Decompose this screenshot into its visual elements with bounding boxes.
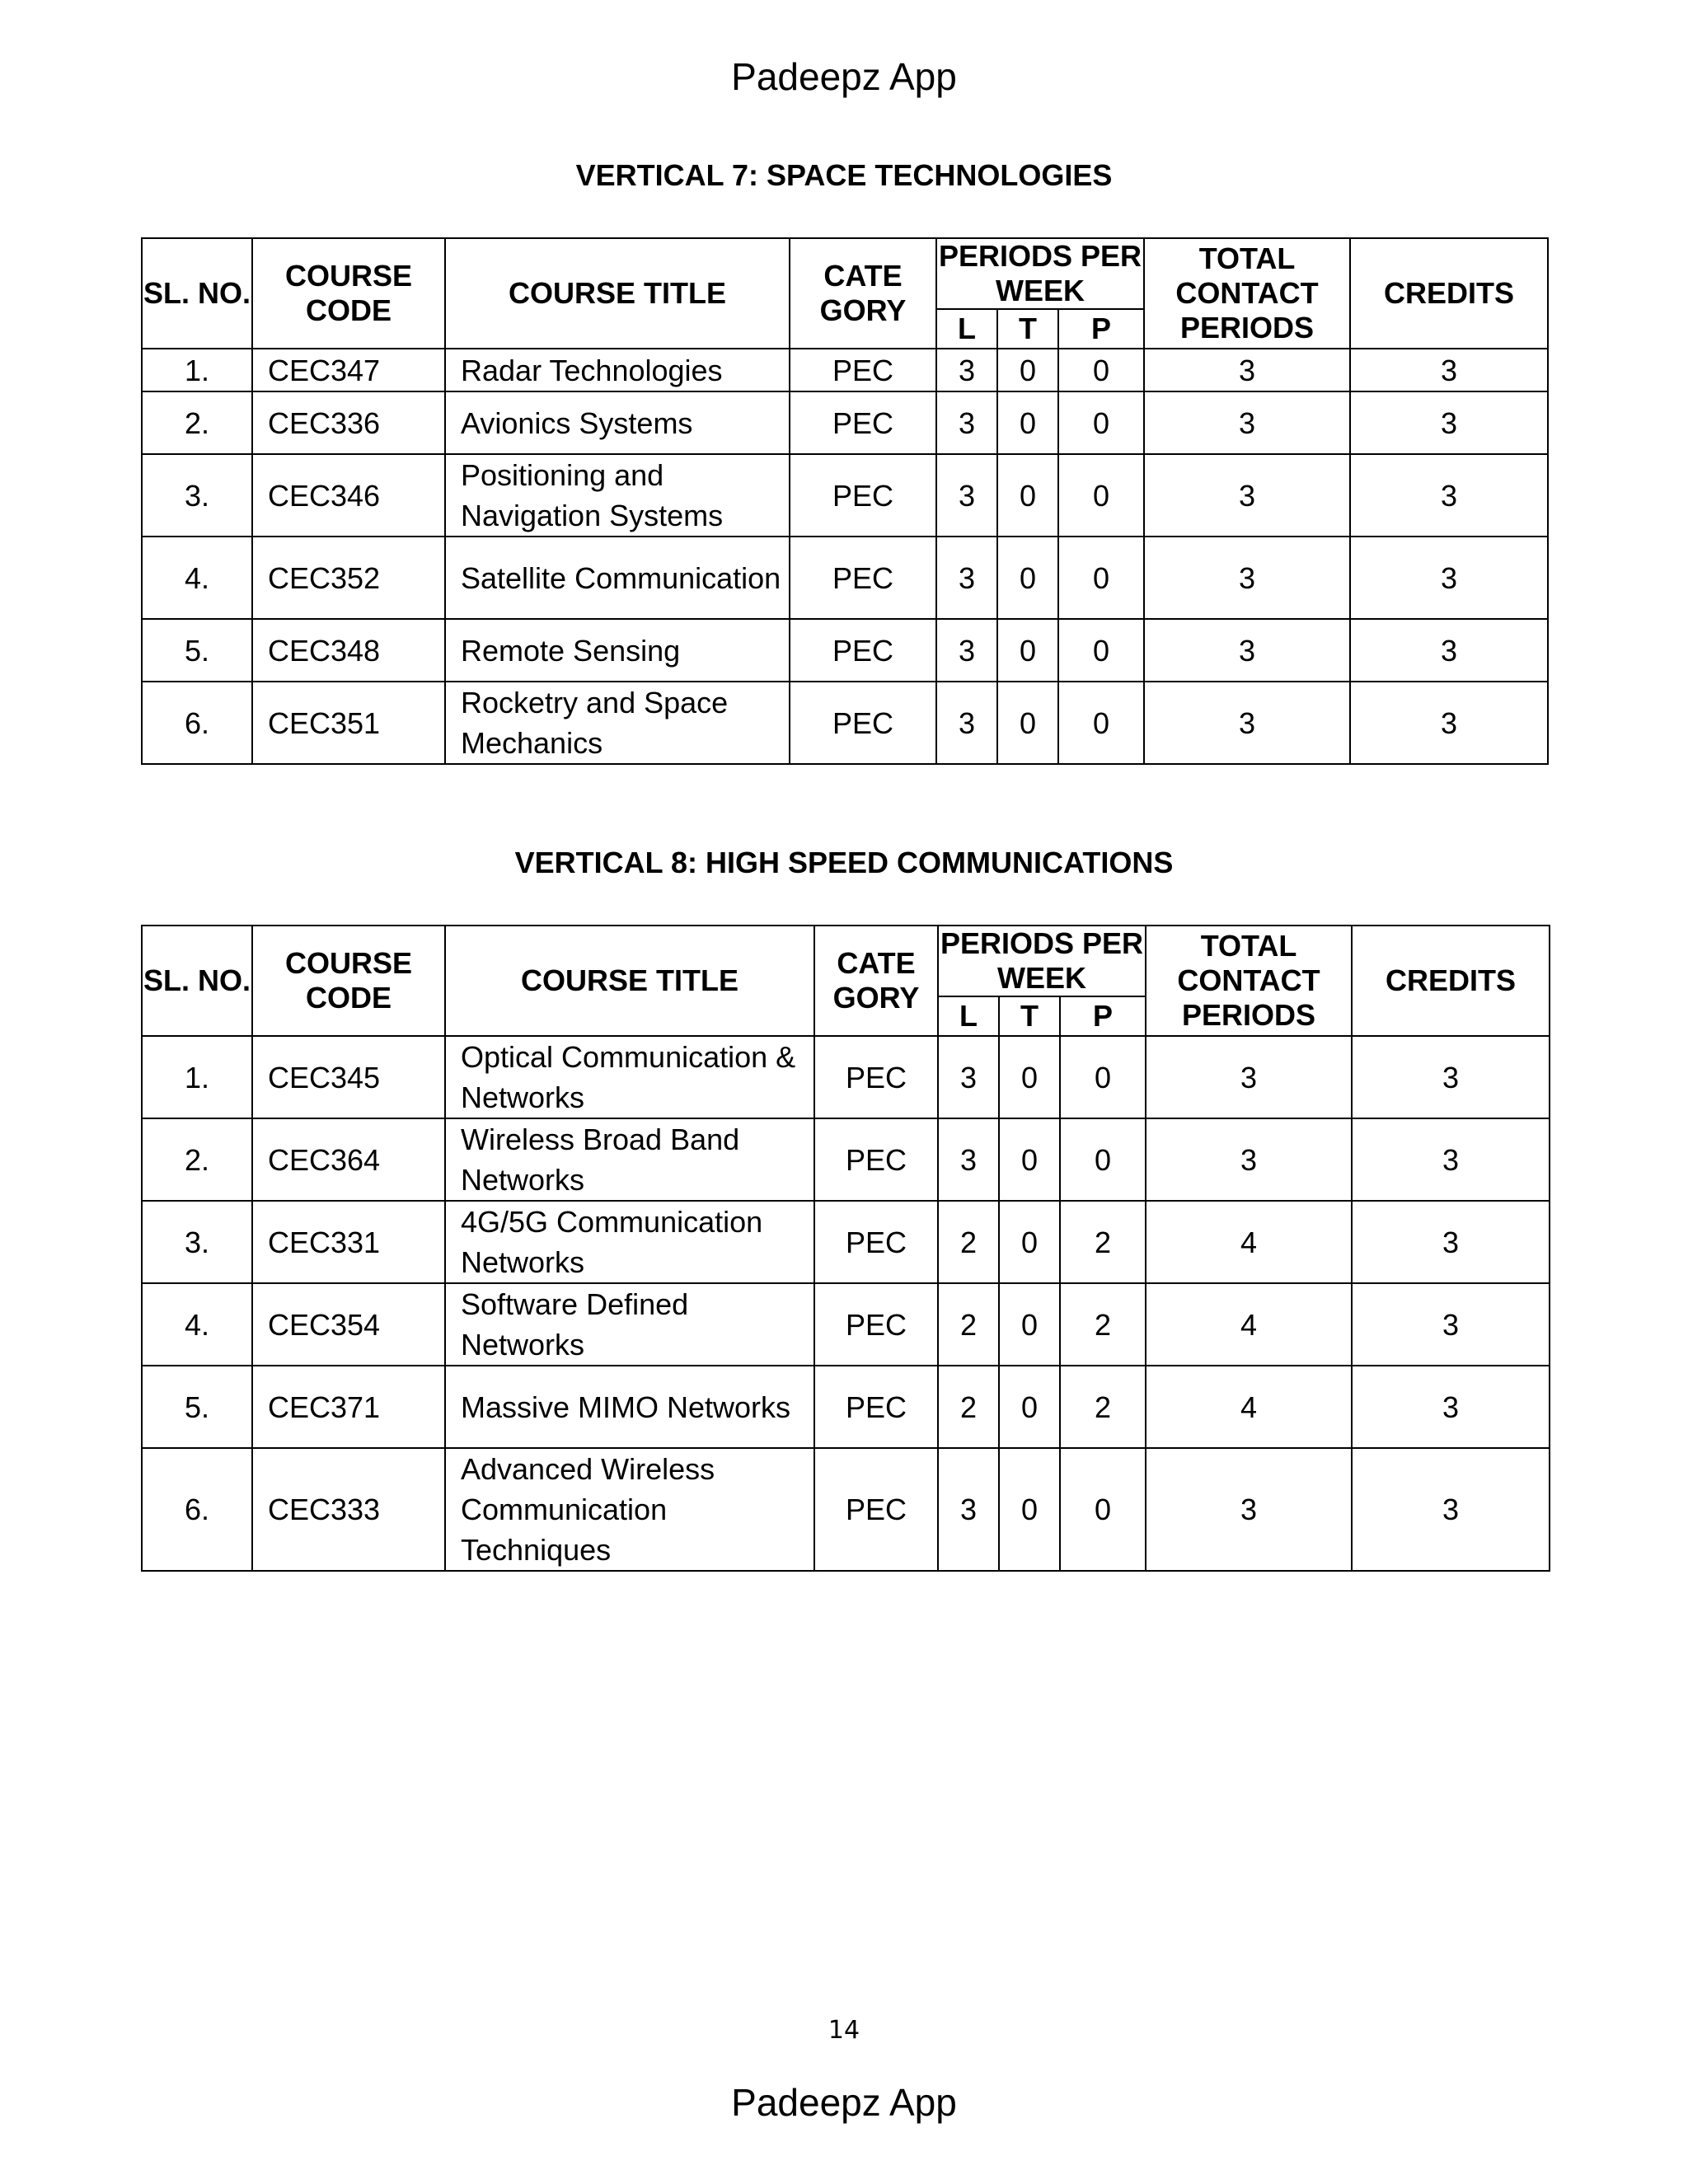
section-title-vertical-8: VERTICAL 8: HIGH SPEED COMMUNICATIONS [514,846,1174,879]
cell-course-code: CEC333 [252,1448,445,1571]
header-p: P [1060,996,1146,1036]
cell-sl-no: 4. [142,537,252,619]
cell-course-title: Optical Communication & Networks [445,1036,814,1118]
cell-sl-no: 2. [142,1118,252,1201]
cell-category: PEC [790,682,936,764]
table-row [142,619,1548,682]
cell-credits: 3 [1350,349,1548,391]
cell-l: 3 [936,454,997,537]
cell-credits: 3 [1352,1036,1550,1118]
cell-p: 2 [1060,1283,1146,1366]
header-category: CATE GORY [814,926,938,1036]
cell-sl-no: 1. [142,349,252,391]
cell-credits: 3 [1352,1366,1550,1448]
cell-course-title: Positioning and Navigation Systems [445,454,790,537]
cell-t: 0 [997,454,1058,537]
cell-course-title: Rocketry and Space Mechanics [445,682,790,764]
cell-t: 0 [997,619,1058,682]
table-body [142,349,1548,764]
cell-p: 0 [1060,1448,1146,1571]
cell-credits: 3 [1350,537,1548,619]
cell-p: 0 [1058,537,1144,619]
cell-course-code: CEC347 [252,349,445,391]
header-course-title: COURSE TITLE [445,926,814,1036]
cell-category: PEC [790,619,936,682]
cell-sl-no: 5. [142,1366,252,1448]
cell-l: 3 [938,1036,999,1118]
header-t: T [997,309,1058,349]
cell-total-contact-periods: 4 [1146,1366,1352,1448]
cell-total-contact-periods: 3 [1146,1448,1352,1571]
cell-course-code: CEC331 [252,1201,445,1283]
cell-l: 3 [936,349,997,391]
cell-course-title: Software Defined Networks [445,1283,814,1366]
cell-category: PEC [814,1201,938,1283]
cell-course-code: CEC346 [252,454,445,537]
cell-category: PEC [790,537,936,619]
header-l: L [936,309,997,349]
header-total-contact-periods: TOTAL CONTACT PERIODS [1146,926,1352,1036]
cell-credits: 3 [1350,619,1548,682]
header-category: CATE GORY [790,238,936,349]
cell-total-contact-periods: 3 [1144,454,1350,537]
cell-t: 0 [999,1448,1060,1571]
header-total-contact-periods: TOTAL CONTACT PERIODS [1144,238,1350,349]
table-row [142,349,1548,391]
cell-total-contact-periods: 3 [1144,391,1350,454]
cell-total-contact-periods: 3 [1146,1118,1352,1201]
cell-sl-no: 3. [142,1201,252,1283]
cell-l: 3 [936,682,997,764]
header-course-code: COURSE CODE [252,926,445,1036]
cell-course-code: CEC354 [252,1283,445,1366]
table-row [142,682,1548,764]
cell-course-code: CEC345 [252,1036,445,1118]
header-periods-per-week: PERIODS PER WEEK [938,926,1146,996]
watermark-bottom: Padeepz App [731,2081,957,2124]
section-title-vertical-7: VERTICAL 7: SPACE TECHNOLOGIES [575,158,1113,192]
cell-course-title: Satellite Communication [445,537,790,619]
cell-l: 2 [938,1201,999,1283]
cell-category: PEC [814,1036,938,1118]
cell-total-contact-periods: 3 [1146,1036,1352,1118]
cell-p: 0 [1058,682,1144,764]
header-p: P [1058,309,1144,349]
page-number: 14 [828,2016,860,2045]
cell-l: 2 [938,1366,999,1448]
cell-total-contact-periods: 4 [1146,1283,1352,1366]
cell-course-title: Wireless Broad Band Networks [445,1118,814,1201]
cell-p: 0 [1058,619,1144,682]
header-sl-no: SL. NO. [142,238,252,349]
cell-course-title: Remote Sensing [445,619,790,682]
cell-category: PEC [814,1448,938,1571]
cell-t: 0 [999,1366,1060,1448]
cell-category: PEC [814,1283,938,1366]
cell-total-contact-periods: 3 [1144,682,1350,764]
table-row [142,1201,1550,1283]
cell-course-title: Advanced Wireless Communication Techniques [445,1448,814,1571]
table-row [142,1283,1550,1366]
cell-category: PEC [790,391,936,454]
cell-t: 0 [999,1036,1060,1118]
cell-sl-no: 6. [142,682,252,764]
cell-course-title: 4G/5G Communication Networks [445,1201,814,1283]
cell-course-code: CEC351 [252,682,445,764]
table-body [142,1036,1550,1571]
table-row [142,1366,1550,1448]
cell-l: 3 [936,619,997,682]
cell-t: 0 [997,682,1058,764]
header-credits: CREDITS [1350,238,1548,349]
cell-l: 3 [936,537,997,619]
cell-p: 2 [1060,1201,1146,1283]
header-course-title: COURSE TITLE [445,238,790,349]
cell-total-contact-periods: 4 [1146,1201,1352,1283]
cell-course-title: Avionics Systems [445,391,790,454]
cell-course-title: Massive MIMO Networks [445,1366,814,1448]
header-credits: CREDITS [1352,926,1550,1036]
cell-t: 0 [999,1283,1060,1366]
cell-credits: 3 [1352,1118,1550,1201]
cell-credits: 3 [1352,1201,1550,1283]
cell-sl-no: 2. [142,391,252,454]
cell-category: PEC [790,454,936,537]
cell-sl-no: 6. [142,1448,252,1571]
cell-course-code: CEC336 [252,391,445,454]
header-course-code: COURSE CODE [252,238,445,349]
cell-p: 0 [1060,1118,1146,1201]
cell-t: 0 [997,391,1058,454]
cell-l: 2 [938,1283,999,1366]
cell-sl-no: 4. [142,1283,252,1366]
cell-sl-no: 1. [142,1036,252,1118]
cell-credits: 3 [1352,1283,1550,1366]
cell-category: PEC [814,1366,938,1448]
cell-p: 2 [1060,1366,1146,1448]
table-row [142,391,1548,454]
cell-t: 0 [999,1118,1060,1201]
cell-sl-no: 3. [142,454,252,537]
cell-course-code: CEC352 [252,537,445,619]
cell-p: 0 [1058,454,1144,537]
header-periods-per-week: PERIODS PER WEEK [936,238,1144,309]
table-row [142,1036,1550,1118]
cell-course-code: CEC364 [252,1118,445,1201]
cell-t: 0 [997,537,1058,619]
header-sl-no: SL. NO. [142,926,252,1036]
course-table-vertical-8 [141,925,1550,1572]
cell-credits: 3 [1350,454,1548,537]
cell-p: 0 [1060,1036,1146,1118]
cell-sl-no: 5. [142,619,252,682]
header-l: L [938,996,999,1036]
table-row [142,1118,1550,1201]
cell-total-contact-periods: 3 [1144,349,1350,391]
cell-course-code: CEC348 [252,619,445,682]
cell-l: 3 [936,391,997,454]
cell-category: PEC [790,349,936,391]
cell-l: 3 [938,1118,999,1201]
cell-category: PEC [814,1118,938,1201]
watermark-top: Padeepz App [731,55,957,98]
cell-l: 3 [938,1448,999,1571]
table-row [142,537,1548,619]
cell-t: 0 [999,1201,1060,1283]
cell-total-contact-periods: 3 [1144,619,1350,682]
cell-total-contact-periods: 3 [1144,537,1350,619]
cell-credits: 3 [1350,682,1548,764]
cell-credits: 3 [1352,1448,1550,1571]
header-t: T [999,996,1060,1036]
cell-t: 0 [997,349,1058,391]
cell-p: 0 [1058,349,1144,391]
cell-course-code: CEC371 [252,1366,445,1448]
table-row [142,1448,1550,1571]
cell-course-title: Radar Technologies [445,349,790,391]
cell-credits: 3 [1350,391,1548,454]
cell-p: 0 [1058,391,1144,454]
course-table-vertical-7 [141,237,1549,765]
table-row [142,454,1548,537]
